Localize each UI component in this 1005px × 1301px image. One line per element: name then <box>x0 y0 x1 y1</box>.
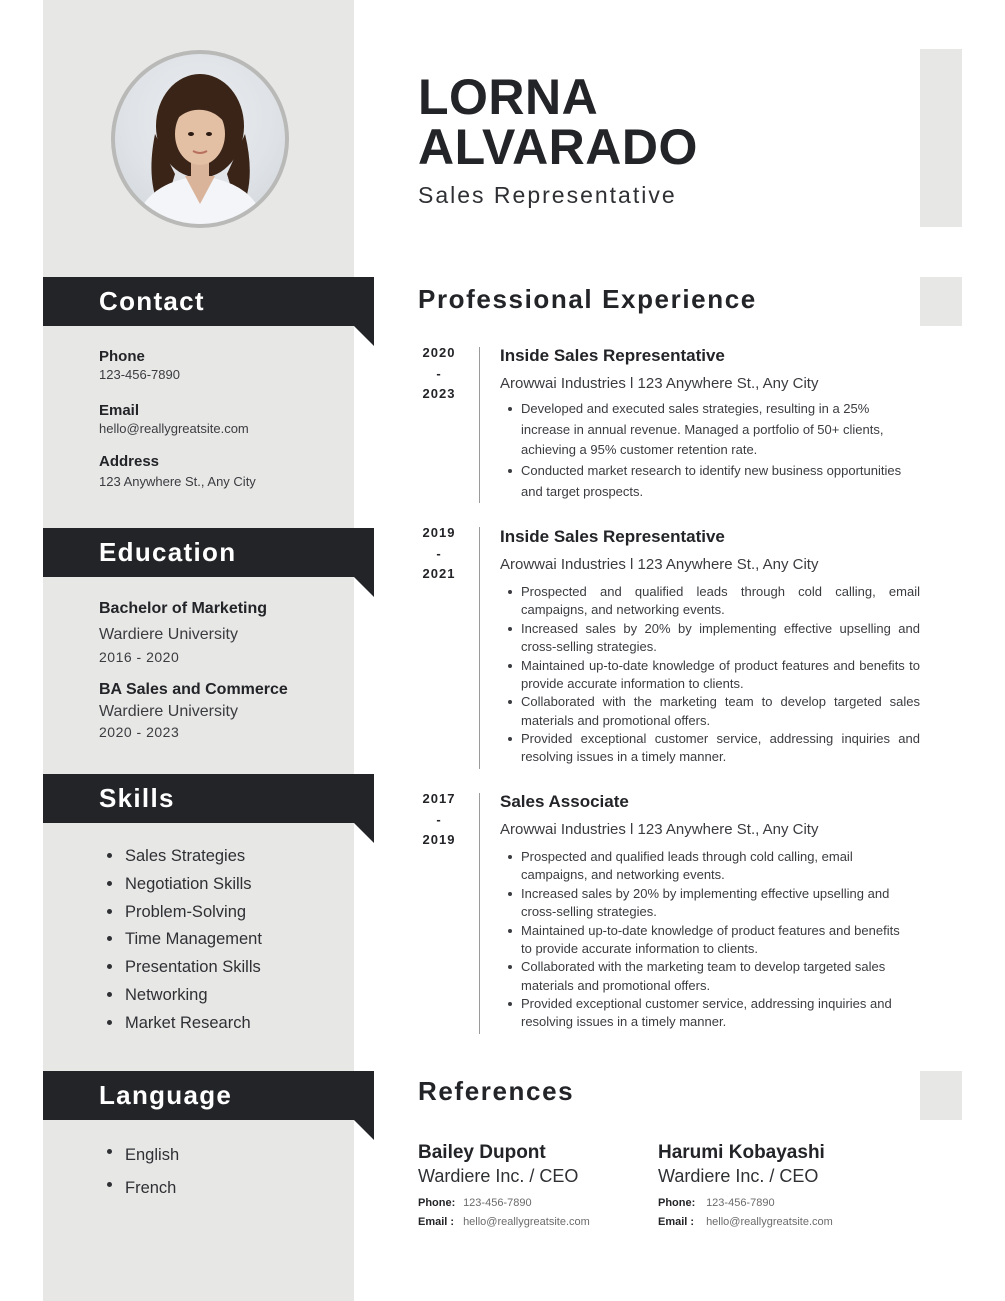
skills-heading: Skills <box>99 783 175 813</box>
timeline-line <box>479 527 480 769</box>
reference-phone-row <box>418 1194 658 1213</box>
job-bullet: Maintained up-to-date knowledge of product features and benefits to provide accurate information to clients. <box>500 657 920 693</box>
job-bullet: Increased sales by 20% by implementing effective upselling and cross-selling strategies. <box>500 885 905 921</box>
education-degree: Bachelor of Marketing <box>99 600 268 617</box>
education-degree: BA Sales and Commerce <box>99 681 288 698</box>
skills-list <box>99 843 262 1038</box>
reference-phone-label: Phone: <box>658 1197 696 1209</box>
reference-email-row <box>658 1213 898 1232</box>
job-year-separator: - <box>436 811 442 827</box>
accent-block-header <box>920 49 962 227</box>
job-start-year: 2017 <box>422 791 456 806</box>
reference-phone: 123-456-7890 <box>706 1197 775 1209</box>
reference-org: Wardiere Inc. / CEO <box>658 1166 819 1186</box>
contact-value: hello@reallygreatsite.com <box>99 421 249 436</box>
job-end-year: 2023 <box>422 386 456 401</box>
language-item: English <box>99 1139 179 1172</box>
contact-heading: Contact <box>99 286 205 316</box>
job-company: Arowwai Industries l 123 Anywhere St., Any City <box>500 556 819 573</box>
reference-email-label: Email : <box>418 1216 455 1228</box>
job-entry <box>500 527 920 767</box>
education-heading-band <box>43 528 374 577</box>
job-bullet: Provided exceptional customer service, addressing inquiries and resolving issues in a timely manner. <box>500 995 905 1031</box>
skill-item: Presentation Skills <box>99 954 262 982</box>
education-years: 2020 - 2023 <box>99 724 180 740</box>
first-name: LORNA <box>418 69 599 125</box>
job-years <box>418 789 460 851</box>
skill-item: Sales Strategies <box>99 843 262 871</box>
reference-email: hello@reallygreatsite.com <box>706 1216 833 1228</box>
job-bullet: Provided exceptional customer service, addressing inquiries and resolving issues in a timely manner. <box>500 730 920 766</box>
education-school: Wardiere University <box>99 626 238 643</box>
contact-value: 123 Anywhere St., Any City <box>99 474 256 489</box>
reference-phone-label: Phone: <box>418 1197 456 1209</box>
job-years <box>418 343 460 405</box>
skills-heading-band <box>43 774 374 823</box>
portrait-illustration <box>115 54 285 224</box>
contact-label: Email <box>99 402 140 419</box>
job-end-year: 2019 <box>422 832 456 847</box>
skill-item: Negotiation Skills <box>99 871 262 899</box>
job-title: Inside Sales Representative <box>500 527 725 546</box>
contact-value: 123-456-7890 <box>99 367 180 382</box>
language-heading-band <box>43 1071 374 1120</box>
contact-band-fold <box>354 326 374 346</box>
reference-phone: 123-456-7890 <box>463 1197 532 1209</box>
education-entry <box>99 680 288 741</box>
job-bullets <box>500 848 905 1032</box>
education-years: 2016 - 2020 <box>99 649 180 665</box>
job-entry <box>500 346 920 503</box>
job-entry <box>500 792 905 1032</box>
job-company: Arowwai Industries l 123 Anywhere St., Any City <box>500 375 819 392</box>
contact-phone <box>99 348 180 383</box>
job-bullet: Prospected and qualified leads through cold calling, email campaigns, and networking events. <box>500 848 905 884</box>
job-bullet: Collaborated with the marketing team to develop targeted sales materials and promotional offers. <box>500 958 905 994</box>
accent-block-references <box>920 1071 962 1120</box>
job-years <box>418 523 460 585</box>
job-title: Sales Associate <box>500 792 629 811</box>
profile-photo <box>111 50 289 228</box>
job-bullets <box>500 399 920 503</box>
job-bullet: Increased sales by 20% by implementing effective upselling and cross-selling strategies. <box>500 620 920 656</box>
education-band-fold <box>354 577 374 597</box>
language-item: French <box>99 1172 179 1205</box>
job-bullet: Prospected and qualified leads through cold calling, email campaigns, and networking events. <box>500 583 920 619</box>
reference-name: Harumi Kobayashi <box>658 1142 825 1163</box>
timeline-line <box>479 793 480 1034</box>
accent-block-experience <box>920 277 962 326</box>
reference-org: Wardiere Inc. / CEO <box>418 1166 579 1186</box>
contact-label: Address <box>99 453 160 470</box>
job-year-separator: - <box>436 545 442 561</box>
language-list <box>99 1139 179 1205</box>
education-entry <box>99 599 267 666</box>
job-bullet: Maintained up-to-date knowledge of product features and benefits to provide accurate information to clients. <box>500 922 905 958</box>
reference-phone-row <box>658 1194 898 1213</box>
education-school: Wardiere University <box>99 703 238 720</box>
job-company: Arowwai Industries l 123 Anywhere St., Any City <box>500 821 819 838</box>
reference-email-row <box>418 1213 658 1232</box>
references-heading: References <box>418 1076 575 1106</box>
last-name: ALVARADO <box>418 119 698 175</box>
reference-card <box>658 1141 898 1232</box>
skills-band-fold <box>354 823 374 843</box>
language-band-fold <box>354 1120 374 1140</box>
job-title: Inside Sales Representative <box>500 346 725 365</box>
candidate-name <box>418 69 698 175</box>
job-role: Sales Representative <box>418 182 677 208</box>
job-bullet: Collaborated with the marketing team to develop targeted sales materials and promotional offers. <box>500 693 920 729</box>
job-bullet: Conducted market research to identify new business opportunities and target prospects. <box>500 461 920 502</box>
contact-address <box>99 453 256 490</box>
timeline-line <box>479 347 480 503</box>
reference-name: Bailey Dupont <box>418 1142 546 1163</box>
skill-item: Time Management <box>99 926 262 954</box>
job-bullets <box>500 583 920 767</box>
reference-card <box>418 1141 658 1232</box>
reference-email: hello@reallygreatsite.com <box>463 1216 590 1228</box>
skill-item: Problem-Solving <box>99 899 262 927</box>
skill-item: Networking <box>99 982 262 1010</box>
job-year-separator: - <box>436 365 442 381</box>
skill-item: Market Research <box>99 1010 262 1038</box>
contact-email <box>99 402 249 437</box>
language-heading: Language <box>99 1080 233 1110</box>
contact-heading-band <box>43 277 374 326</box>
reference-email-label: Email : <box>658 1216 695 1228</box>
job-end-year: 2021 <box>422 566 456 581</box>
job-bullet: Developed and executed sales strategies, resulting in a 25% increase in annual revenue. Managed a portfolio of 50+ clients, achieving a 95% customer retention rate. <box>500 399 920 461</box>
education-heading: Education <box>99 537 237 567</box>
job-start-year: 2019 <box>422 525 456 540</box>
experience-heading: Professional Experience <box>418 284 757 314</box>
job-start-year: 2020 <box>422 345 456 360</box>
contact-label: Phone <box>99 348 145 365</box>
